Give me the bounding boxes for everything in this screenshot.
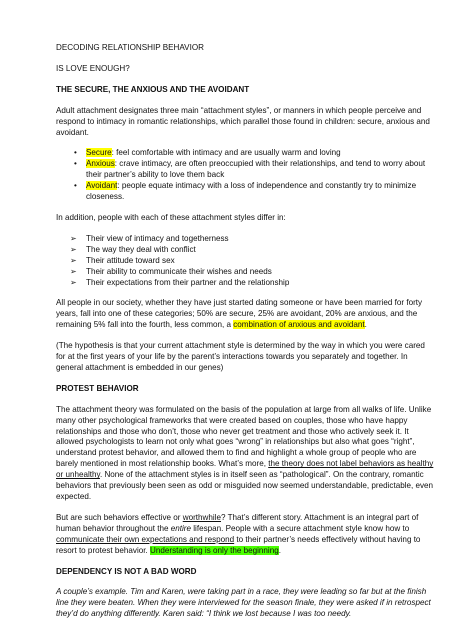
list-item [56,245,434,256]
style-description: : feel comfortable with intimacy and are usually warm and loving [111,148,341,158]
style-description: : people equate intimacy with a loss of independence and constantly try to minimize closeness. [86,181,417,202]
style-term: Secure [86,148,112,158]
list-item-text: The way they deal with conflict [86,244,196,254]
statistics-text: All people in our society, whether they have just started dating someone or have been married for forty years, fall into one of these categories; 50% are secure, 25% are avoidant, 20% are anxious, and the remaining 5% fall into the fourth, less common, a [56,298,423,330]
section-heading-attachment-styles: THE SECURE, THE ANXIOUS AND THE AVOIDANT [56,84,250,94]
couple-example-paragraph: A couple’s example. Tim and Karen, were taking part in a race, they were leading so far but at the finish line they were beaten. When they were interviewed for the season finale, they were asked if in retrospect they’d do anything differently. Karen said: “I think we lost because I was too needy. [56,587,431,619]
style-description: : crave intimacy, are often preoccupied with their relationships, and tend to worry about their partner’s ability to love them back [86,159,426,180]
worthwhile-green-highlight: Understanding is only the beginning [150,545,279,555]
bullet-icon: • [74,181,77,191]
worthwhile-text-c: lifespan. People with a secure attachment style know how to [191,523,410,533]
worthwhile-end: . [278,545,281,555]
section-heading-protest-behavior: PROTEST BEHAVIOR [56,383,139,393]
protest-paragraph [56,405,434,503]
list-item [56,256,434,267]
arrow-bullet-icon: ➢ [70,244,77,254]
list-item-text: Their view of intimacy and togetherness [86,233,229,243]
arrow-bullet-icon: ➢ [70,255,77,265]
bullet-icon: • [74,159,77,169]
list-item [56,278,434,289]
style-term: Anxious [86,159,115,169]
style-term: Avoidant [86,181,118,191]
statistics-end: . [364,320,367,330]
attachment-styles-list [56,148,434,203]
list-item [56,181,434,203]
arrow-bullet-icon: ➢ [70,277,77,287]
list-item-text: Their expectations from their partner and the relationship [86,277,290,287]
protest-end: . None of the attachment styles is in itself seen as “pathological”. On the contrary, romantic behaviors that previously been seen as odd or misguided now seemed understandable, predictable, even expected. [56,470,434,501]
worthwhile-text-d: to their partner’s needs effectively without having to resort to protest behavior. [56,534,421,555]
worthwhile-text-a: But are such behaviors effective or [56,512,183,522]
protest-text: The attachment theory was formulated on the basis of the population at large from all walks of life. Unlike many other psychological frameworks that were created based on couples, those who have happy relationships and those who don’t, those who never get treatment and those who actively seek it. It allowed psychologists to learn not only what goes “wrong” in relationships but also what goes “right”, understand protest behavior, and allowed them to find and highlight a whole group of people who are barely mentioned in most relationship books. What’s more, [56,404,432,469]
intro-paragraph: Adult attachment designates three main “attachment styles”, or manners in which people perceive and respond to intimacy in romantic relationships, which parallel those found in children: secure, anxious and avoidant. [56,105,430,137]
list-item [56,148,434,159]
differences-list [56,234,434,289]
list-item [56,234,434,245]
bullet-icon: • [74,148,77,158]
worthwhile-underline: worthwhile [182,512,221,522]
worthwhile-text-b: ? That’s different story. Attachment is an integral part of human behavior throughout the [56,512,419,533]
statistics-paragraph [56,298,434,331]
differ-intro: In addition, people with each of these attachment styles differ in: [56,212,286,222]
list-item [56,159,434,181]
worthwhile-paragraph [56,513,434,557]
arrow-bullet-icon: ➢ [70,266,77,276]
document-subtitle: IS LOVE ENOUGH? [56,63,130,73]
worthwhile-underline-2: communicate their own expectations and respond [56,534,235,544]
hypothesis-paragraph: (The hypothesis is that your current attachment style is determined by the way in which you were cared for at the first years of your life by the parent’s interactions towards you separately and together. In general attachment is embedded in our genes) [56,341,425,372]
list-item-text: Their ability to communicate their wishes and needs [86,266,272,276]
statistics-highlight: combination of anxious and avoidant [233,320,365,330]
worthwhile-italic: entire [170,523,191,533]
document-title: DECODING RELATIONSHIP BEHAVIOR [56,43,204,52]
list-item [56,267,434,278]
section-heading-dependency: DEPENDENCY IS NOT A BAD WORD [56,566,197,576]
protest-underline: the theory does not label behaviors as healthy or unhealthy [56,459,434,480]
list-item-text: Their attitude toward sex [86,255,175,265]
arrow-bullet-icon: ➢ [70,233,77,243]
